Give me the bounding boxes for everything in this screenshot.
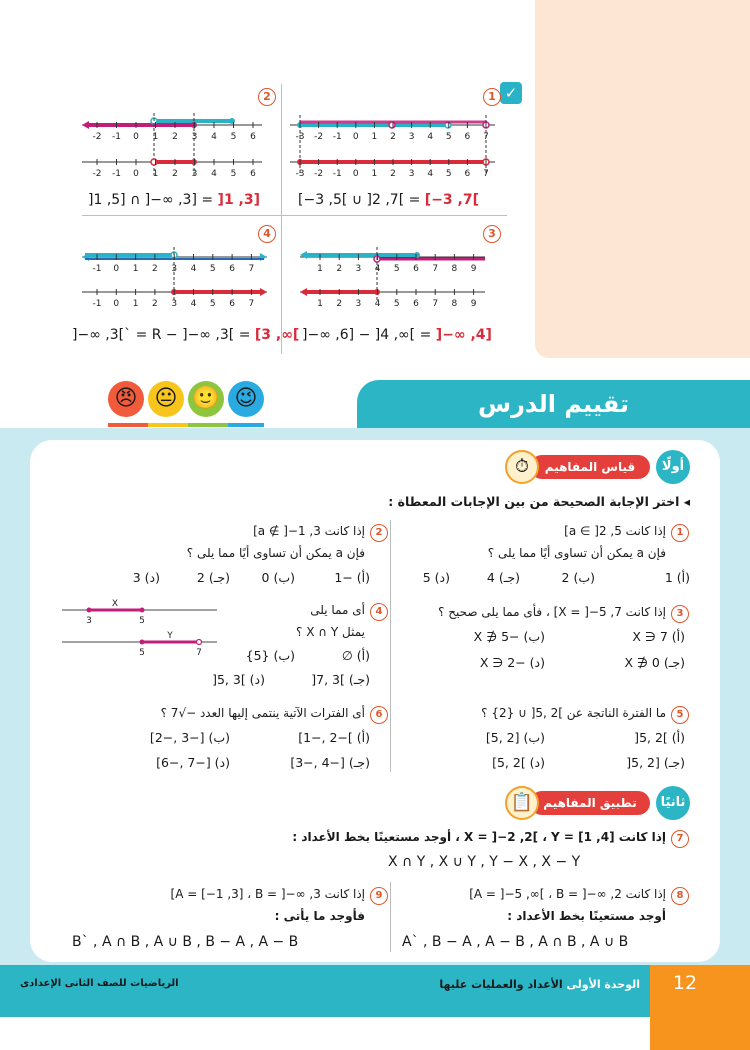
option-b[interactable]: (ب) [2 ,5]	[485, 730, 545, 745]
panel-number: 4	[258, 225, 276, 243]
tick-label: 3	[408, 169, 415, 179]
tick-label: -1	[112, 132, 121, 142]
color-bar	[108, 423, 148, 427]
question-text: فأوجد ما يأتى :	[274, 909, 365, 923]
page-title: تقييم الدرس	[357, 380, 750, 428]
tick-label: -1	[92, 264, 102, 274]
option-b[interactable]: (ب) [−3 ,−2]	[149, 730, 230, 745]
tick-label: 5	[393, 299, 400, 309]
checkmark-icon: ✓	[500, 82, 522, 104]
tick-label: 3	[86, 616, 92, 626]
number-line-panel-4	[82, 242, 272, 322]
question-number: 4	[370, 603, 388, 621]
question-number: 1	[671, 524, 689, 542]
panel-number: 2	[258, 88, 276, 106]
tick-label: 5	[139, 616, 145, 626]
tick-label: 1	[317, 264, 323, 274]
question-number: 6	[370, 706, 388, 724]
tick-label: 5	[393, 264, 400, 274]
tick-label: 0	[352, 169, 359, 179]
question-text: يمثل X ∩ Y ؟	[296, 625, 365, 639]
tick-label: 7	[248, 299, 255, 309]
panel-4-equation	[72, 327, 299, 343]
tick-label: 4	[427, 132, 434, 142]
panel-3-equation	[302, 327, 492, 343]
question-text: إذا كانت a ∈ ]2 ,5]	[564, 524, 666, 538]
tick-label: 6	[464, 132, 471, 142]
panel-number: 3	[483, 225, 501, 243]
section-number: أولًا	[656, 450, 690, 484]
tick-label: 5	[445, 132, 452, 142]
neutral-face-icon[interactable]: 😐	[148, 381, 184, 417]
panel-2-equation	[88, 192, 260, 208]
question-text: أى الفترات الآتية ينتمى إليها العدد −√7 ؟	[160, 706, 365, 720]
tick-label: 6	[464, 169, 471, 179]
tick-label: 4	[190, 264, 197, 274]
tick-label: 4	[374, 264, 381, 274]
content-card	[30, 440, 720, 962]
question-text: فإن a يمكن أن تساوى أيًا مما يلى ؟	[186, 546, 365, 560]
operations-list: A` , B − A , A − B , A ∩ B , A ∪ B	[402, 934, 629, 950]
unit-label: الوحدة الأولى	[566, 978, 640, 991]
option-d[interactable]: (د) −2 ∈ X	[479, 655, 545, 670]
question-text: إذا كانت X = ]−5 ,7] ، فأى مما يلى صحيح ؟	[438, 605, 666, 619]
color-bar	[148, 423, 188, 427]
book-title: الرياضيات للصف الثانى الإعدادى	[20, 978, 179, 989]
question-number: 7	[671, 830, 689, 848]
tick-label: 7	[432, 264, 439, 274]
tick-label: 7	[432, 299, 439, 309]
operations-list: B` , A ∩ B , A ∪ B , B − A , A − B	[72, 934, 299, 950]
tick-label: 2	[152, 299, 158, 309]
question-number: 8	[671, 887, 689, 905]
option-b[interactable]: (ب) {5}	[245, 648, 295, 663]
color-bar	[188, 423, 228, 427]
tick-label: 0	[113, 264, 120, 274]
option-c[interactable]: (جـ) [−4 ,−3]	[290, 755, 370, 770]
tick-label: 9	[470, 264, 477, 274]
tick-label: 4	[211, 132, 217, 142]
option-c[interactable]: (جـ) 4	[486, 570, 520, 585]
operations-list: X ∩ Y , X ∪ Y , Y − X , X − Y	[388, 854, 581, 870]
option-a[interactable]: (أ) ∅	[341, 648, 370, 663]
tick-label: 0	[133, 169, 139, 179]
footer-band	[0, 965, 650, 1017]
tick-label: 1	[152, 169, 159, 179]
tick-label: 2	[152, 264, 158, 274]
color-bar	[228, 423, 264, 427]
tick-label: 6	[250, 132, 256, 142]
tick-label: 3	[191, 169, 198, 179]
tick-label: 4	[427, 169, 434, 179]
tick-label: 6	[250, 169, 256, 179]
tick-label: 0	[352, 132, 359, 142]
tick-label: 3	[355, 264, 362, 274]
tick-label: 7	[248, 264, 255, 274]
tick-label: 5	[445, 169, 452, 179]
unit-title	[400, 978, 640, 991]
option-a[interactable]: (أ) 1	[664, 570, 690, 585]
question-text: إذا كانت A = [−1 ,3] ، B = ]−∞ ,3]	[170, 887, 365, 901]
tick-label: -1	[332, 132, 342, 142]
wink-face-icon[interactable]: 😉	[228, 381, 264, 417]
tick-label: 6	[413, 299, 419, 309]
tick-label: -1	[332, 169, 342, 179]
tick-label: 2	[336, 264, 343, 274]
question-text: إذا كانت X = ]−2 ,2[ ، Y = [1 ,4] ، أوجد مستعينًا بخط الأعداد :	[292, 830, 666, 844]
equation-prefix: [−3 ,5[ ∪ ]2 ,7[ =	[298, 192, 421, 208]
panel-1-equation	[298, 192, 479, 208]
option-c[interactable]: (جـ) 2	[196, 570, 230, 585]
tick-label: 2	[172, 132, 178, 142]
tick-label: -2	[92, 132, 102, 142]
tick-label: 0	[113, 299, 120, 309]
equation-prefix: ]1 ,5] ∩ ]−∞ ,3] =	[88, 192, 214, 208]
axis-ticks	[317, 254, 477, 309]
tick-label: 2	[172, 169, 178, 179]
equation-prefix: ]−∞ ,6] − ]4 ,∞[ =	[302, 327, 432, 343]
option-a[interactable]: (أ) −1	[334, 570, 370, 585]
tick-label: 1	[132, 299, 139, 309]
tick-label: 5	[209, 264, 216, 274]
stopwatch-icon: ⏱	[505, 450, 539, 484]
corner-decoration	[535, 0, 750, 358]
option-d[interactable]: (د) ]3 ,5[	[212, 672, 265, 687]
question-text: ما الفترة الناتجة عن ]2 ,5[ ∪ {2} ؟	[481, 706, 666, 720]
tick-label: 0	[133, 132, 139, 142]
tick-label: 7	[483, 169, 489, 179]
tick-label: 1	[132, 264, 139, 274]
smile-face-icon[interactable]: 🙂	[188, 381, 224, 417]
panel-divider-horizontal	[82, 215, 507, 216]
question-text: إذا كانت a ∉ ]−1 ,3]	[253, 524, 365, 538]
tick-label: 8	[451, 264, 458, 274]
tick-label: -1	[92, 299, 102, 309]
panel-divider-vertical	[281, 84, 282, 354]
question-number: 3	[671, 605, 689, 623]
option-a[interactable]: (أ) 7 ∈ X	[632, 629, 685, 644]
section-number: ثانيًا	[656, 786, 690, 820]
option-d[interactable]: (د) 5	[422, 570, 450, 585]
tick-label: 3	[355, 299, 362, 309]
option-b[interactable]: (ب) 0	[261, 570, 295, 585]
tick-label: 2	[390, 132, 396, 142]
tick-label: -2	[92, 169, 102, 179]
equation-prefix: ]−∞ ,3[` = R − ]−∞ ,3[ =	[72, 327, 251, 343]
set-label-y: Y	[167, 631, 173, 641]
option-d[interactable]: (د) [−7 ,−6]	[156, 755, 230, 770]
tick-label: 5	[230, 169, 237, 179]
equation-result: ]−∞ ,4]	[435, 327, 492, 343]
tick-label: 3	[171, 299, 178, 309]
panel-number: 1	[483, 88, 501, 106]
axis-ticks	[296, 122, 489, 179]
option-d[interactable]: (د) ]2 ,5]	[492, 755, 545, 770]
angry-face-icon[interactable]: 😠	[108, 381, 144, 417]
equation-result: [3 ,∞[	[254, 327, 300, 343]
option-c[interactable]: (جـ) 0 ∉ X	[624, 655, 685, 670]
tick-label: 1	[371, 169, 378, 179]
tick-label: -3	[295, 132, 305, 142]
tick-label: 1	[152, 132, 159, 142]
tick-label: -1	[112, 169, 121, 179]
clipboard-icon: 📋	[505, 786, 539, 820]
question-text: إذا كانت A = ]−5 ,∞[ ، B = ]−∞ ,2]	[469, 887, 666, 901]
tick-label: 7	[483, 132, 489, 142]
question-text: فإن a يمكن أن تساوى أيًا مما يلى ؟	[487, 546, 666, 560]
option-d[interactable]: (د) 3	[132, 570, 160, 585]
question-text: أوجد مستعينًا بخط الأعداد :	[507, 909, 666, 923]
tick-label: 5	[230, 132, 237, 142]
tick-label: 4	[211, 169, 217, 179]
set-label-x: X	[111, 599, 119, 609]
option-b[interactable]: (ب) −5 ∉ X	[473, 629, 545, 644]
tick-label: 2	[390, 169, 396, 179]
option-b[interactable]: (ب) 2	[561, 570, 595, 585]
axis-ticks	[93, 122, 257, 179]
tick-label: 3	[191, 132, 198, 142]
number-line-panel-2	[82, 105, 272, 185]
tick-label: 5	[209, 299, 216, 309]
number-line-panel-1	[290, 105, 500, 185]
column-divider	[390, 520, 391, 772]
tick-label: 1	[317, 299, 323, 309]
question-number: 2	[370, 524, 388, 542]
option-c[interactable]: (جـ) ]3 ,7[	[311, 672, 370, 687]
tick-label: 5	[139, 648, 145, 658]
tick-label: -2	[314, 169, 324, 179]
question-number: 5	[671, 706, 689, 724]
tick-label: 2	[336, 299, 343, 309]
section-badge: قياس المفاهيم	[530, 455, 650, 479]
option-a[interactable]: (أ) ]−2 ,−1]	[298, 730, 370, 745]
option-a[interactable]: (أ) ]2 ,5[	[634, 730, 685, 745]
tick-label: 7	[196, 648, 202, 658]
equation-result: ]1 ,3]	[217, 192, 261, 208]
axis-ticks	[93, 254, 255, 309]
instruction-text: ◂ اختر الإجابة الصحيحة من بين الإجابات المعطاة :	[388, 494, 690, 509]
question-text: أى مما يلى	[310, 603, 365, 617]
page-number: 12	[672, 972, 698, 994]
column-divider	[390, 882, 391, 952]
tick-label: -2	[314, 132, 324, 142]
tick-label: 3	[171, 264, 178, 274]
unit-name: الأعداد والعمليات عليها	[439, 978, 563, 991]
tick-label: -3	[295, 169, 305, 179]
option-c[interactable]: (جـ) [2 ,5[	[626, 755, 685, 770]
tick-label: 6	[229, 299, 235, 309]
question-number: 9	[370, 887, 388, 905]
tick-label: 4	[374, 299, 381, 309]
section-badge: تطبيق المفاهيم	[530, 791, 650, 815]
equation-result: [−3 ,7[	[424, 192, 479, 208]
tick-label: 6	[229, 264, 235, 274]
tick-label: 8	[451, 299, 458, 309]
xy-number-lines	[62, 598, 222, 660]
number-line-panel-3	[300, 242, 490, 322]
tick-label: 6	[413, 264, 419, 274]
tick-label: 1	[371, 132, 378, 142]
tick-label: 4	[190, 299, 197, 309]
tick-label: 9	[470, 299, 477, 309]
tick-label: 3	[408, 132, 415, 142]
